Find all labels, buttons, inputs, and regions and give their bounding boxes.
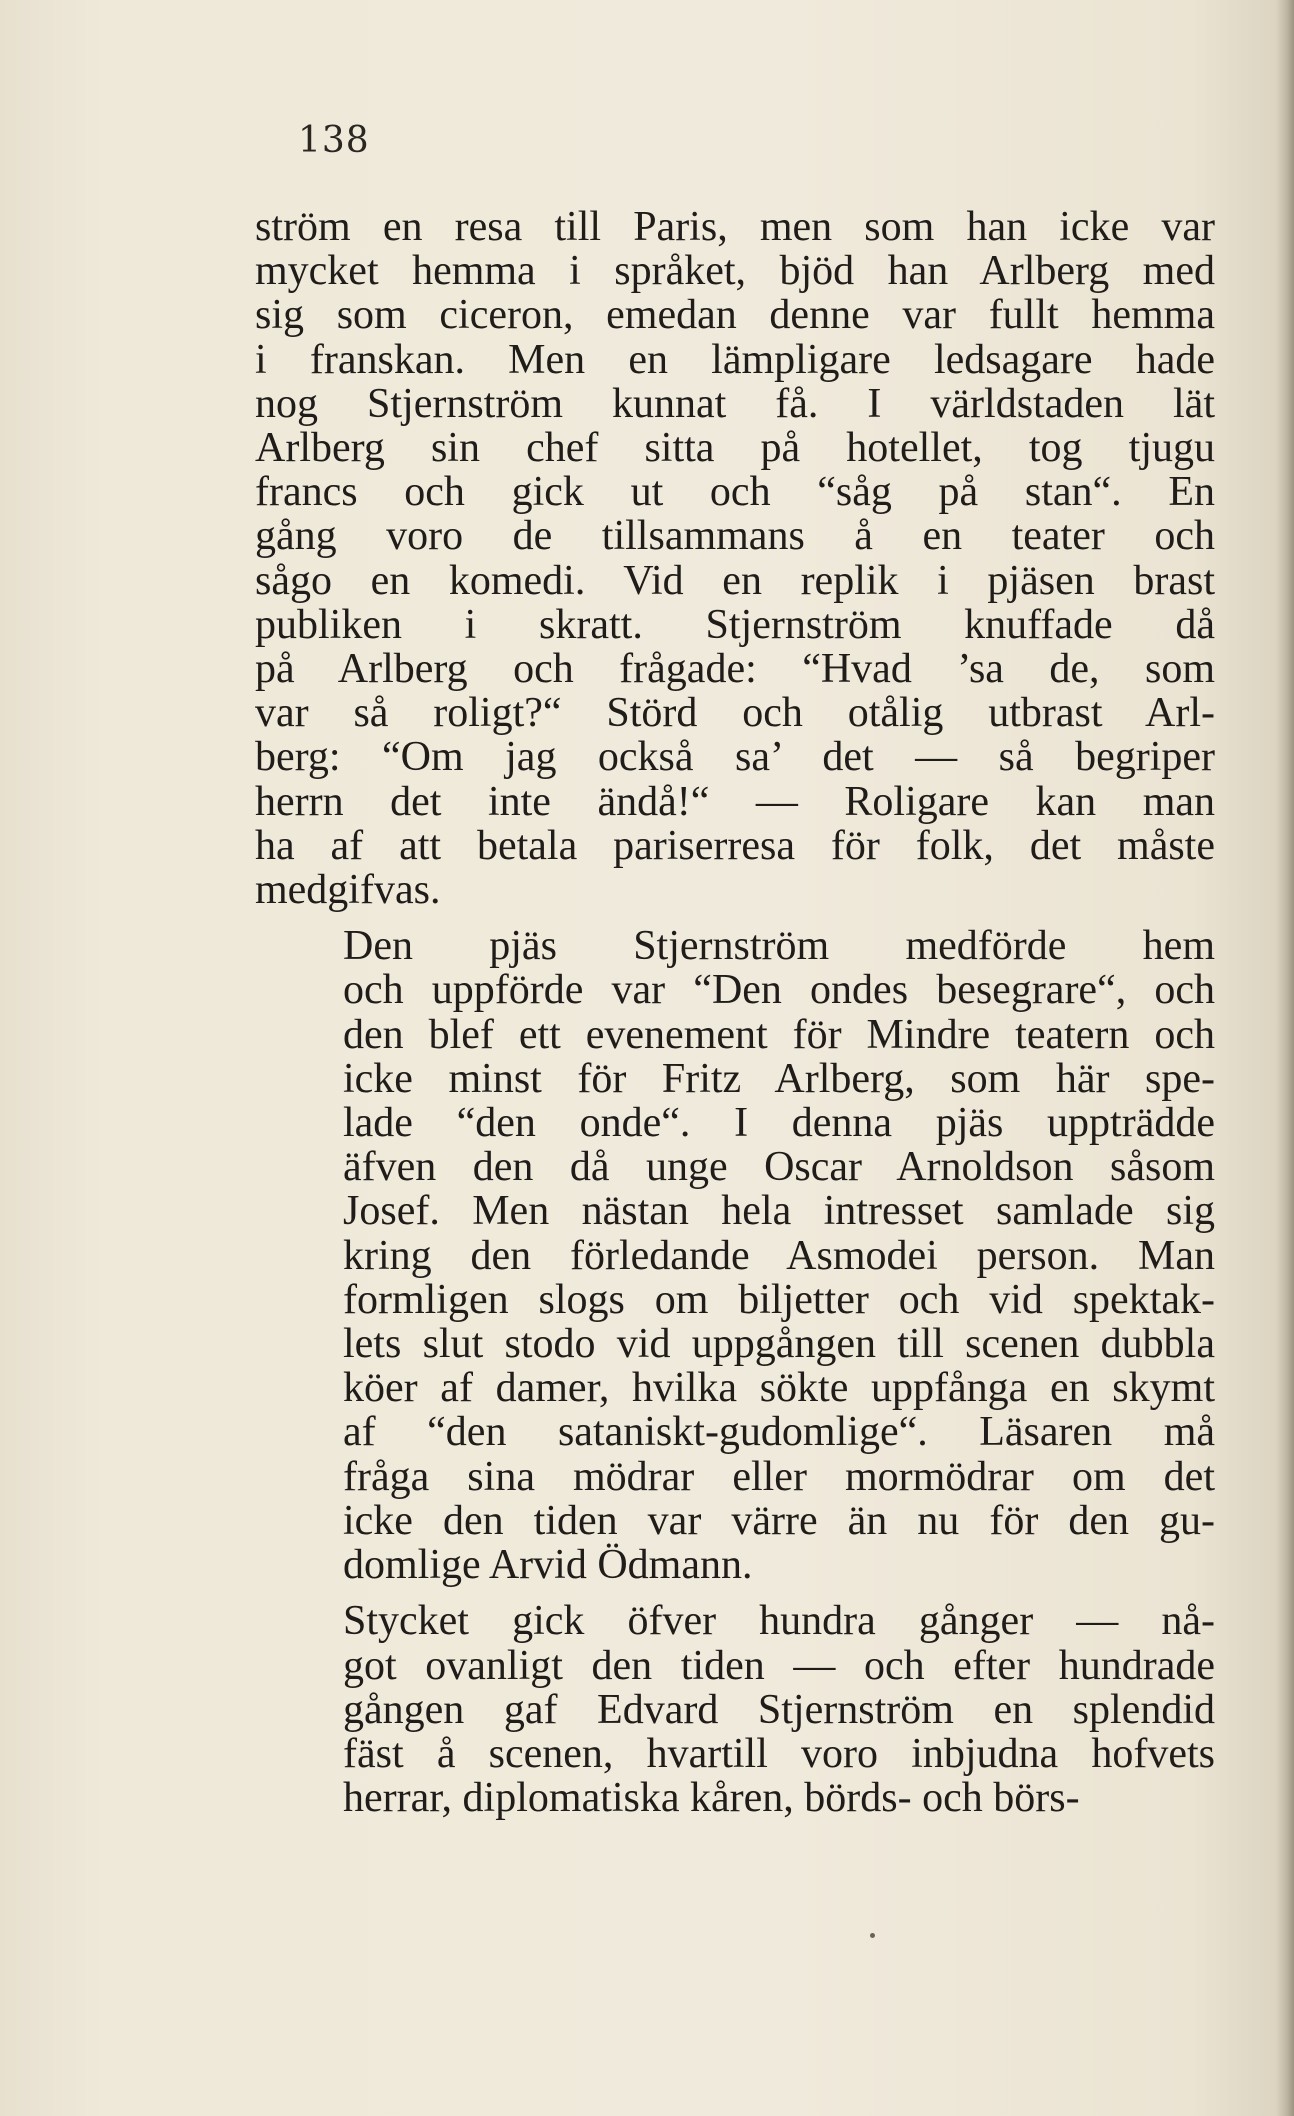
text-line: Den pjäs Stjernström medförde hem [343, 923, 1215, 970]
text-line: publiken i skratt. Stjernström knuffade då [255, 601, 1215, 648]
text-line: fråga sina mödrar eller mormödrar om det [343, 1453, 1215, 1500]
text-line: got ovanligt den tiden — och efter hundrade [343, 1642, 1215, 1689]
paragraph [255, 924, 1215, 1587]
text-line: domlige Arvid Ödmann. [343, 1542, 753, 1589]
text-line: Josef. Men nästan hela intresset samlade sig [343, 1188, 1215, 1235]
page-edge-shadow [1276, 0, 1294, 2116]
text-line: af “den sataniskt-gudomlige“. Läsaren må [343, 1409, 1215, 1456]
text-line: ha af att betala pariserresa för folk, det måste [255, 822, 1215, 869]
text-line: sågo en komedi. Vid en replik i pjäsen brast [255, 557, 1215, 604]
text-line: gången gaf Edvard Stjernström en splendid [343, 1686, 1215, 1733]
text-line: icke den tiden var värre än nu för den gu- [343, 1497, 1215, 1544]
paragraph [255, 205, 1215, 912]
text-line: kring den förledande Asmodei person. Man [343, 1232, 1215, 1279]
body-text [255, 205, 1215, 1820]
paragraph [255, 1599, 1215, 1820]
text-line: mycket hemma i språket, bjöd han Arlberg med [255, 248, 1215, 295]
text-line: och uppförde var “Den ondes besegrare“, och [343, 967, 1215, 1014]
text-line: på Arlberg och frågade: “Hvad ’sa de, som [255, 646, 1215, 693]
text-line: fäst å scenen, hvartill voro inbjudna hofvets [343, 1730, 1215, 1777]
text-line: francs och gick ut och “såg på stan“. En [255, 469, 1215, 516]
text-line: äfven den då unge Oscar Arnoldson såsom [343, 1144, 1215, 1191]
text-line: var så roligt?“ Störd och otålig utbrast Arl- [255, 690, 1215, 737]
text-line: herrar, diplomatiska kåren, börds- och börs- [343, 1775, 1080, 1822]
page-number: 138 [298, 120, 370, 161]
text-line: berg: “Om jag också sa’ det — så begriper [255, 734, 1215, 781]
text-line: köer af damer, hvilka sökte uppfånga en skymt [343, 1365, 1215, 1412]
text-line: lade “den onde“. I denna pjäs uppträdde [343, 1100, 1215, 1147]
text-line: formligen slogs om biljetter och vid spektak- [343, 1276, 1215, 1323]
text-line: gång voro de tillsammans å en teater och [255, 513, 1215, 560]
text-line: i franskan. Men en lämpligare ledsagare hade [255, 336, 1215, 383]
text-line: Stycket gick öfver hundra gånger — nå- [343, 1598, 1215, 1645]
text-line: lets slut stodo vid uppgången till scenen dubbla [343, 1321, 1215, 1368]
text-line: Arlberg sin chef sitta på hotellet, tog tjugu [255, 425, 1215, 472]
text-line: herrn det inte ändå!“ — Roligare kan man [255, 778, 1215, 825]
text-line: ström en resa till Paris, men som han icke var [255, 204, 1215, 250]
text-line: den blef ett evenement för Mindre teatern och [343, 1011, 1215, 1058]
text-line: nog Stjernström kunnat få. I världstaden lät [255, 380, 1215, 427]
text-line: medgifvas. [255, 867, 441, 914]
ink-speck [870, 1933, 875, 1938]
text-line: sig som ciceron, emedan denne var fullt hemma [255, 292, 1215, 339]
text-line: icke minst för Fritz Arlberg, som här spe- [343, 1055, 1215, 1102]
